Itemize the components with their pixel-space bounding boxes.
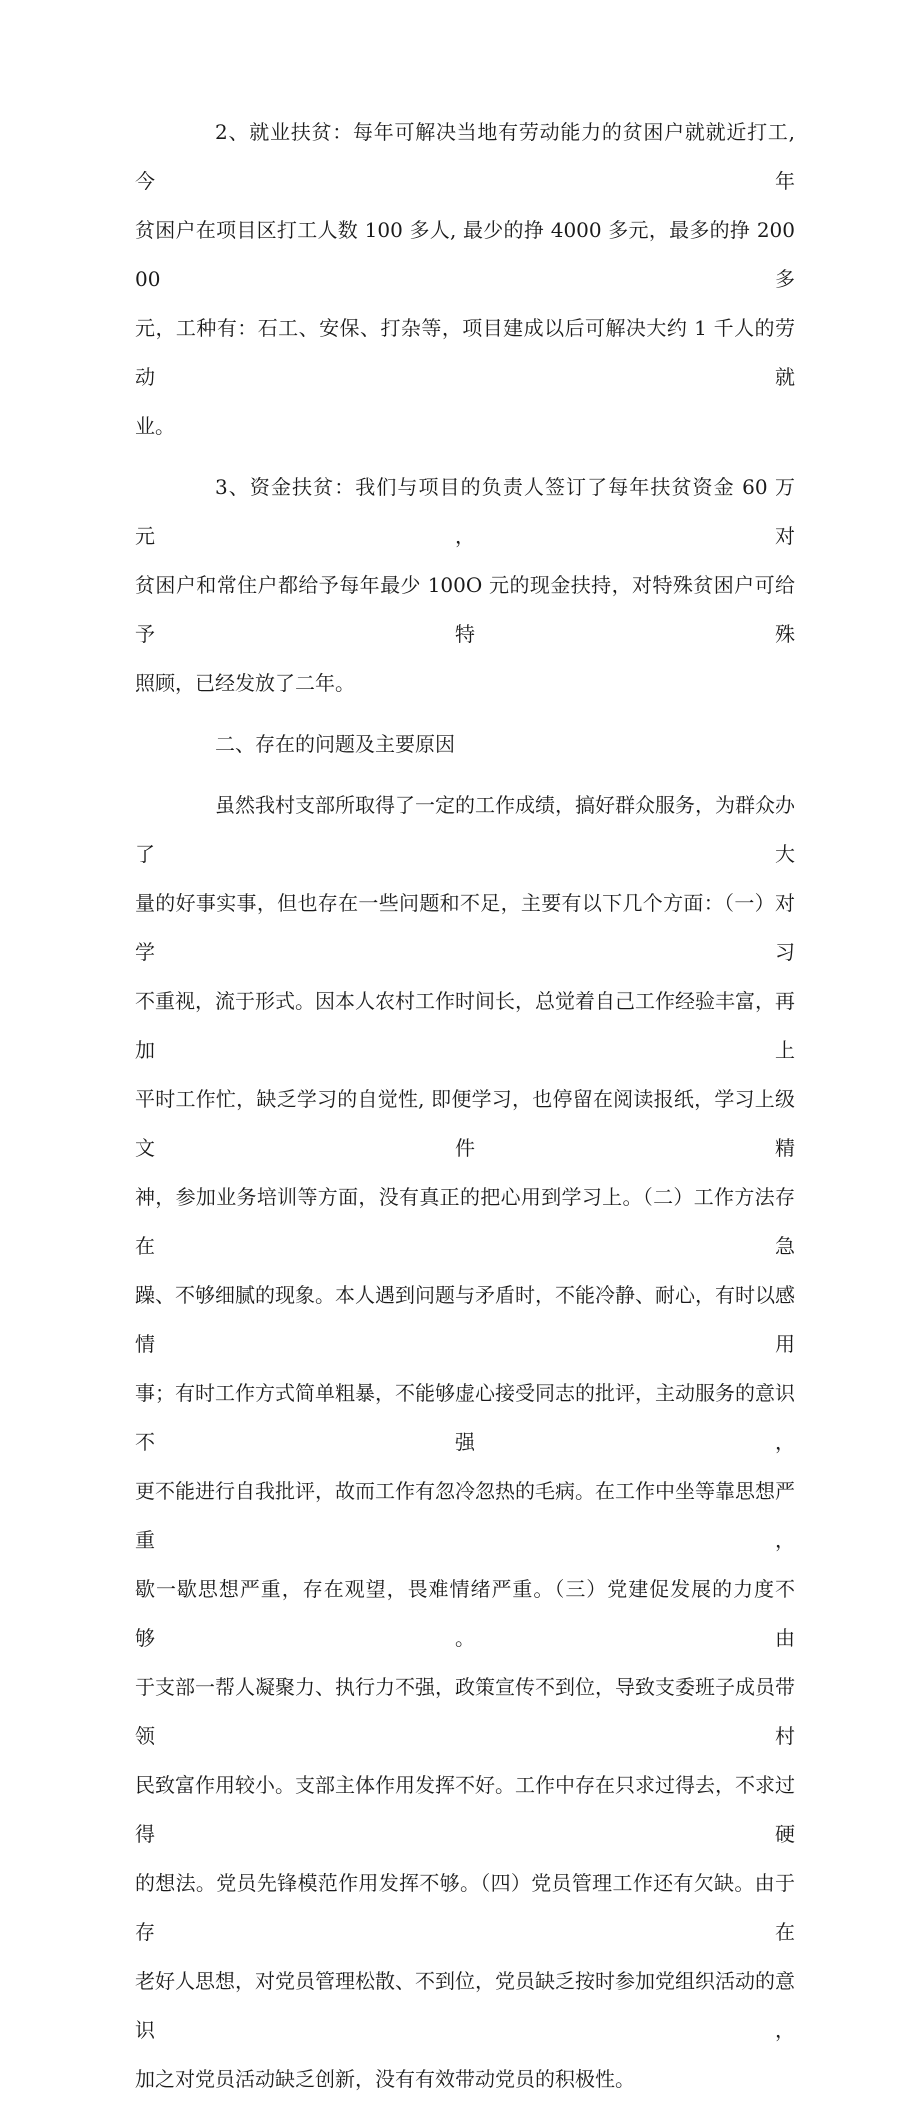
text-line: 虽然我村支部所取得了一定的工作成绩，搞好群众服务，为群众办了大 [135,793,795,866]
text-line: 于支部一帮人凝聚力、执行力不强，政策宣传不到位，导致支委班子成员带领村 [135,1675,795,1748]
text-line: 业。 [135,414,175,438]
text-line: 不重视，流于形式。因本人农村工作时间长，总觉着自己工作经验丰富，再加上 [135,989,795,1062]
text-line: 躁、不够细腻的现象。本人遇到问题与矛盾时，不能冷静、耐心，有时以感情用 [135,1283,795,1356]
document-page [135,108,795,2104]
text-line: 贫困户和常住户都给予每年最少 100O 元的现金扶持，对特殊贫困户可给予特殊 [135,573,795,646]
paragraph-employment-poverty-relief [135,108,795,451]
text-line: 元，工种有：石工、安保、打杂等，项目建成以后可解决大约 1 千人的劳动就 [135,316,795,389]
text-line: 更不能进行自我批评，故而工作有忽冷忽热的毛病。在工作中坐等靠思想严重， [135,1479,795,1552]
text-line: 平时工作忙，缺乏学习的自觉性, 即便学习，也停留在阅读报纸，学习上级文件精 [135,1087,795,1160]
text-line: 歇一歇思想严重，存在观望，畏难情绪严重。（三）党建促发展的力度不够。由 [135,1577,795,1650]
text-line: 2、就业扶贫：每年可解决当地有劳动能力的贫困户就就近打工, 今年 [135,120,795,193]
section-heading: 二、存在的问题及主要原因 [215,732,455,756]
text-line: 贫困户在项目区打工人数 100 多人, 最少的挣 4000 多元，最多的挣 20000 多 [135,218,795,291]
paragraph-problems-and-causes [135,781,795,2104]
text-line: 照顾，已经发放了二年。 [135,671,355,695]
text-line: 老好人思想，对党员管理松散、不到位，党员缺乏按时参加党组织活动的意识， [135,1969,795,2042]
text-line: 加之对党员活动缺乏创新，没有有效带动党员的积极性。 [135,2067,635,2091]
text-line: 事；有时工作方式简单粗暴，不能够虚心接受同志的批评，主动服务的意识不强， [135,1381,795,1454]
paragraph-funding-poverty-relief [135,463,795,708]
text-line: 量的好事实事，但也存在一些问题和不足，主要有以下几个方面：（一）对学习 [135,891,795,964]
text-line: 神，参加业务培训等方面，没有真正的把心用到学习上。（二）工作方法存在急 [135,1185,795,1258]
text-line: 的想法。党员先锋模范作用发挥不够。（四）党员管理工作还有欠缺。由于存在 [135,1871,795,1944]
text-line: 民致富作用较小。支部主体作用发挥不好。工作中存在只求过得去，不求过得硬 [135,1773,795,1846]
text-line: 3、资金扶贫：我们与项目的负责人签订了每年扶贫资金 60 万元，对 [135,475,795,548]
